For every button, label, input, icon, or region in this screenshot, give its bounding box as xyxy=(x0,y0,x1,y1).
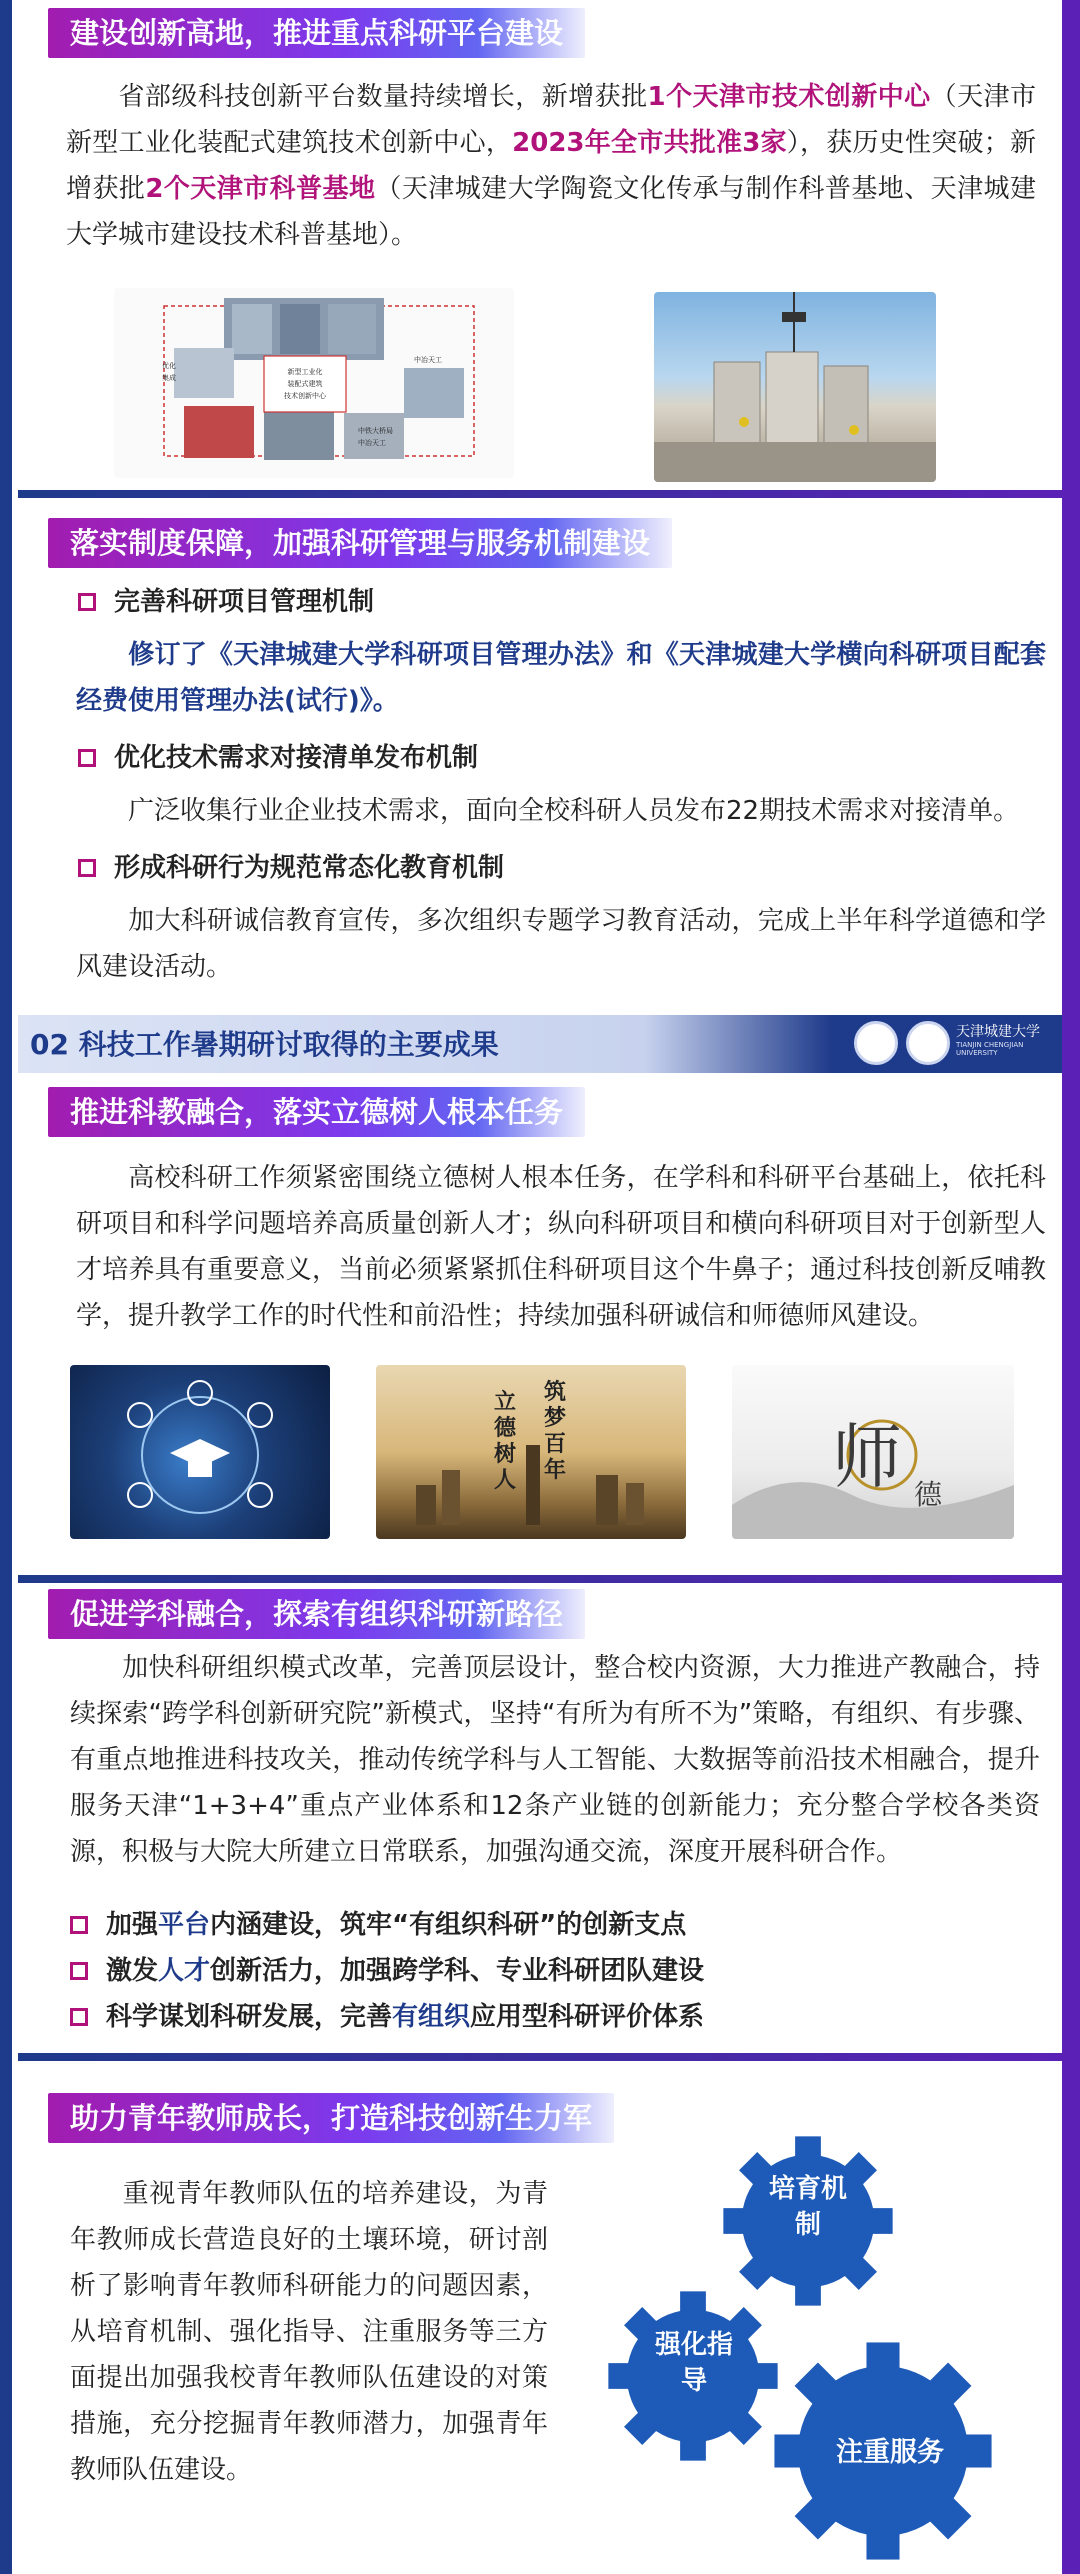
highlight-text: 1个天津市技术创新中心 xyxy=(647,82,931,112)
square-bullet-icon xyxy=(70,2008,88,2026)
square-bullet-icon xyxy=(70,1962,88,1980)
results-header-band xyxy=(18,1015,1062,1073)
bullet-text: 广泛收集行业企业技术需求，面向全校科研人员发布22期技术需求对接清单。 xyxy=(128,796,1020,826)
education-tech-image xyxy=(70,1365,330,1539)
image-caption: 筑梦百年 xyxy=(544,1379,567,1483)
square-bullet-icon xyxy=(78,859,96,877)
section-title: 推进科教融合，落实立德树人根本任务 xyxy=(48,1087,585,1137)
section-divider xyxy=(18,490,1062,498)
svg-text:装配式建筑: 装配式建筑 xyxy=(287,380,323,388)
svg-text:中铁大桥局: 中铁大桥局 xyxy=(358,427,393,435)
svg-text:新型工业化: 新型工业化 xyxy=(287,368,323,376)
section-title: 促进学科融合，探索有组织科研新路径 xyxy=(48,1589,585,1639)
bullet-item: 优化技术需求对接清单发布机制 xyxy=(78,738,478,778)
highlight-text: 有组织 xyxy=(392,2002,471,2032)
section-platform xyxy=(18,0,1062,490)
gear-label: 强化指导 xyxy=(654,2330,733,2396)
square-bullet-icon xyxy=(70,1916,88,1934)
section-discipline xyxy=(18,1583,1062,2053)
section-text: 高校科研工作须紧密围绕立德树人根本任务，在学科和科研平台基础上，依托科研项目和科学问题培养高质量创新人才；纵向科研项目和横向科研项目对于创新型人才培养具有重要意义，当前必须紧紧抓住科研项目这个牛鼻子；通过科技创新反哺教学，提升教学工作的时代性和前沿性；持续加强科研诚信和师德师风建设。 xyxy=(76,1163,1046,1331)
section-management xyxy=(18,498,1062,1005)
section-text: 加快科研组织模式改革，完善顶层设计，整合校内资源，大力推进产教融合，持续探索“跨学科创新研究院”新模式，坚持“有所为有所不为”策略，有组织、有步骤、有重点地推进科技攻关，推动传统学科与人工智能、大数据等前沿技术相融合，提升服务天津“1+3+4”重点产业体系和12条产业链的创新能力；充分整合学校各类资源，积极与大院大所建立日常联系，加强沟通交流，深度开展科研合作。 xyxy=(70,1653,1040,1867)
svg-text:集成: 集成 xyxy=(162,374,176,382)
section-divider xyxy=(18,1575,1062,1583)
construction-photo xyxy=(654,292,936,482)
university-name-en: TIANJIN CHENGJIAN UNIVERSITY xyxy=(956,1041,1024,1057)
bullet-text: 加大科研诚信教育宣传，多次组织专题学习教育活动，完成上半年科学道德和学风建设活动。 xyxy=(76,906,1046,982)
section-young-teachers xyxy=(18,2061,1062,2574)
svg-text:中冶天工: 中冶天工 xyxy=(358,439,386,447)
image-caption: 立德树人 xyxy=(494,1389,517,1493)
lide-shuren-image xyxy=(376,1365,686,1539)
highlight-text: 平台 xyxy=(158,1910,211,1940)
section-title: 建设创新高地，推进重点科研平台建设 xyxy=(48,8,585,58)
calligraphy-large: 师 xyxy=(832,1416,902,1498)
svg-text:优化: 优化 xyxy=(162,362,176,370)
section-text: 重视青年教师队伍的培养建设，为青年教师成长营造良好的土壤环境，研讨剖析了影响青年教师科研能力的问题因素，从培育机制、强化指导、注重服务等三方面提出加强我校青年教师队伍建设的对策措施，充分挖掘青年教师潜力，加强青年教师队伍建设。 xyxy=(70,2179,548,2485)
section-text: 省部级科技创新平台数量持续增长，新增获批1个天津市技术创新中心（天津市新型工业化装配式建筑技术创新中心，2023年全市共批准3家），获历史性突破；新增获批2个天津市科普基地（天津城建大学陶瓷文化传承与制作科普基地、天津城建大学城市建设技术科普基地）。 xyxy=(66,82,1036,250)
bullet-text: 修订了《天津城建大学科研项目管理办法》和《天津城建大学横向科研项目配套经费使用管理办法(试行)》。 xyxy=(76,640,1046,716)
bullet-item: 加强平台内涵建设，筑牢“有组织科研”的创新支点 xyxy=(70,1905,686,1945)
square-bullet-icon xyxy=(78,749,96,767)
university-logo-icon xyxy=(906,1021,950,1065)
highlight-text: 人才 xyxy=(158,1956,211,1986)
section-divider xyxy=(18,2053,1062,2061)
section-title: 助力青年教师成长，打造科技创新生力军 xyxy=(48,2093,614,2143)
bullet-item: 形成科研行为规范常态化教育机制 xyxy=(78,848,504,888)
section-title: 落实制度保障，加强科研管理与服务机制建设 xyxy=(48,518,672,568)
svg-text:技术创新中心: 技术创新中心 xyxy=(284,392,326,400)
innovation-center-diagram xyxy=(114,288,514,478)
highlight-text: 2个天津市科普基地 xyxy=(145,174,376,204)
highlight-text: 2023年全市共批准3家 xyxy=(512,128,787,158)
section-education xyxy=(18,1073,1062,1575)
bullet-item: 完善科研项目管理机制 xyxy=(78,582,374,622)
svg-text:中冶天工: 中冶天工 xyxy=(414,356,442,364)
band-title: 02 科技工作暑期研讨取得的主要成果 xyxy=(30,1028,499,1061)
shide-image xyxy=(732,1365,1014,1539)
bullet-item: 科学谋划科研发展，完善有组织应用型科研评价体系 xyxy=(70,1997,704,2037)
gear-label: 注重服务 xyxy=(836,2437,944,2468)
university-emblem-icon xyxy=(854,1021,898,1065)
university-name: 天津城建大学 xyxy=(956,1024,1040,1040)
bullet-item: 激发人才创新活力，加强跨学科、专业科研团队建设 xyxy=(70,1951,704,1991)
square-bullet-icon xyxy=(78,593,96,611)
calligraphy-small: 德 xyxy=(914,1478,943,1511)
gear-label: 培育机制 xyxy=(768,2174,847,2240)
